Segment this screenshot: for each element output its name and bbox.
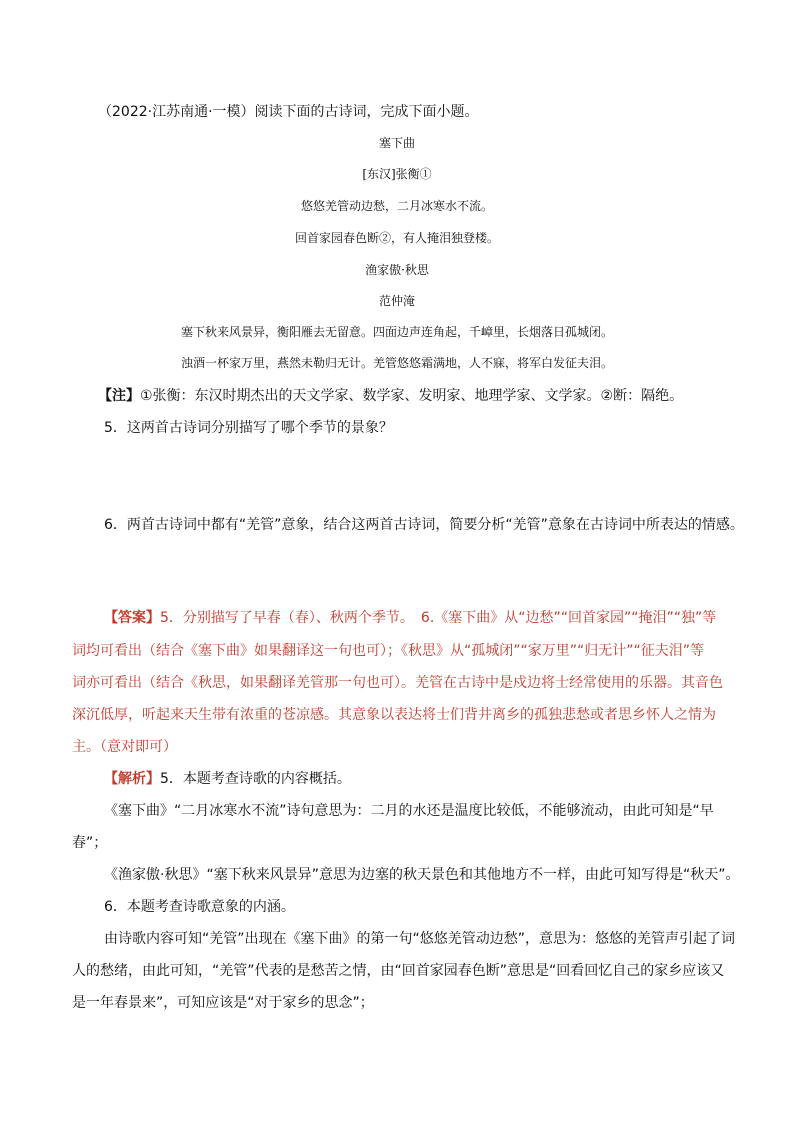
poem1-author: [东汉]张衡① xyxy=(362,167,432,181)
poem1-line2: 回首家园春色断②，有人掩泪独登楼。 xyxy=(294,231,499,245)
analysis-line-6: 由诗歌内容可知“羌管”出现在《塞下曲》的第一句“悠悠羌管动边愁”，意思为：悠悠的羌管声引起了词 xyxy=(104,931,736,947)
analysis-label: 【解析】 xyxy=(104,771,160,787)
analysis-line-2: 《塞下曲》“二月冰寒水不流”诗句意思为：二月的水还是温度比较低，不能够流动，由此可知是“早 xyxy=(104,803,714,819)
answer-line-2: 词均可看出（结合《塞下曲》如果翻译这一句也可）；《秋思》从“孤城闭”“家万里”“归无计”“征夫泪”等 xyxy=(72,643,705,659)
answer-line-1: 【答案】5．分别描写了早春（春）、秋两个季节。 6.《塞下曲》从“边愁”“回首家园”“掩泪”“独”等 xyxy=(104,610,717,626)
analysis-line-4: 《渔家傲·秋思》“塞下秋来风景异”意思为边塞的秋天景色和其他地方不一样，由此可知写得是“秋天”。 xyxy=(104,867,740,883)
question-5: 5．这两首古诗词分别描写了哪个季节的景象？ xyxy=(104,420,393,436)
question-intro: （2022·江苏南通·一模）阅读下面的古诗词，完成下面小题。 xyxy=(98,104,479,120)
note xyxy=(98,385,683,407)
analysis-line-3: 春”； xyxy=(72,835,108,851)
poem1-line1: 悠悠羌管动边愁，二月冰寒水不流。 xyxy=(300,199,493,213)
analysis-line-1: 【解析】5．本题考查诗歌的内容概括。 xyxy=(104,771,351,787)
analysis-line-5: 6．本题考查诗歌意象的内涵。 xyxy=(104,899,295,915)
poem2-author: 范仲淹 xyxy=(378,294,415,308)
poem2-line1: 塞下秋来风景异，衡阳雁去无留意。四面边声连角起，千嶂里，长烟落日孤城闭。 xyxy=(180,325,613,339)
answer-line-5: 主。（意对即可） xyxy=(72,739,177,755)
answer-line-3: 词亦可看出（结合《秋思，如果翻译羌管那一句也可）。羌管在古诗中是戍边将士经常使用的乐器。其音色 xyxy=(72,675,723,691)
answer-line-4: 深沉低厚，听起来天生带有浓重的苍凉感。其意象以表达将士们背井离乡的孤独悲愁或者思乡怀人之情为 xyxy=(72,707,716,723)
note-text: ①张衡：东汉时期杰出的天文学家、数学家、发明家、地理学家、文学家。②断：隔绝。 xyxy=(140,388,684,404)
poem2-title: 渔家傲·秋思 xyxy=(365,263,429,277)
question-6: 6．两首古诗词中都有“羌管”意象，结合这两首古诗词，简要分析“羌管”意象在古诗词中所表达的情感。 xyxy=(104,517,744,533)
poem1-title: 塞下曲 xyxy=(378,136,415,150)
poem2-line2: 浊酒一杯家万里，燕然未勒归无计。羌管悠悠霜满地，人不寐，将军白发征夫泪。 xyxy=(180,356,613,370)
note-label: 【注】 xyxy=(98,388,140,404)
analysis-line-8: 是一年春景来”，可知应该是“对于家乡的思念”； xyxy=(72,995,374,1011)
analysis-line-7: 人的愁绪，由此可知，“羌管”代表的是愁苦之情，由“回首家园春色断”意思是“回看回忆自己的家乡应该又 xyxy=(72,963,725,979)
answer-label: 【答案】 xyxy=(104,610,160,626)
